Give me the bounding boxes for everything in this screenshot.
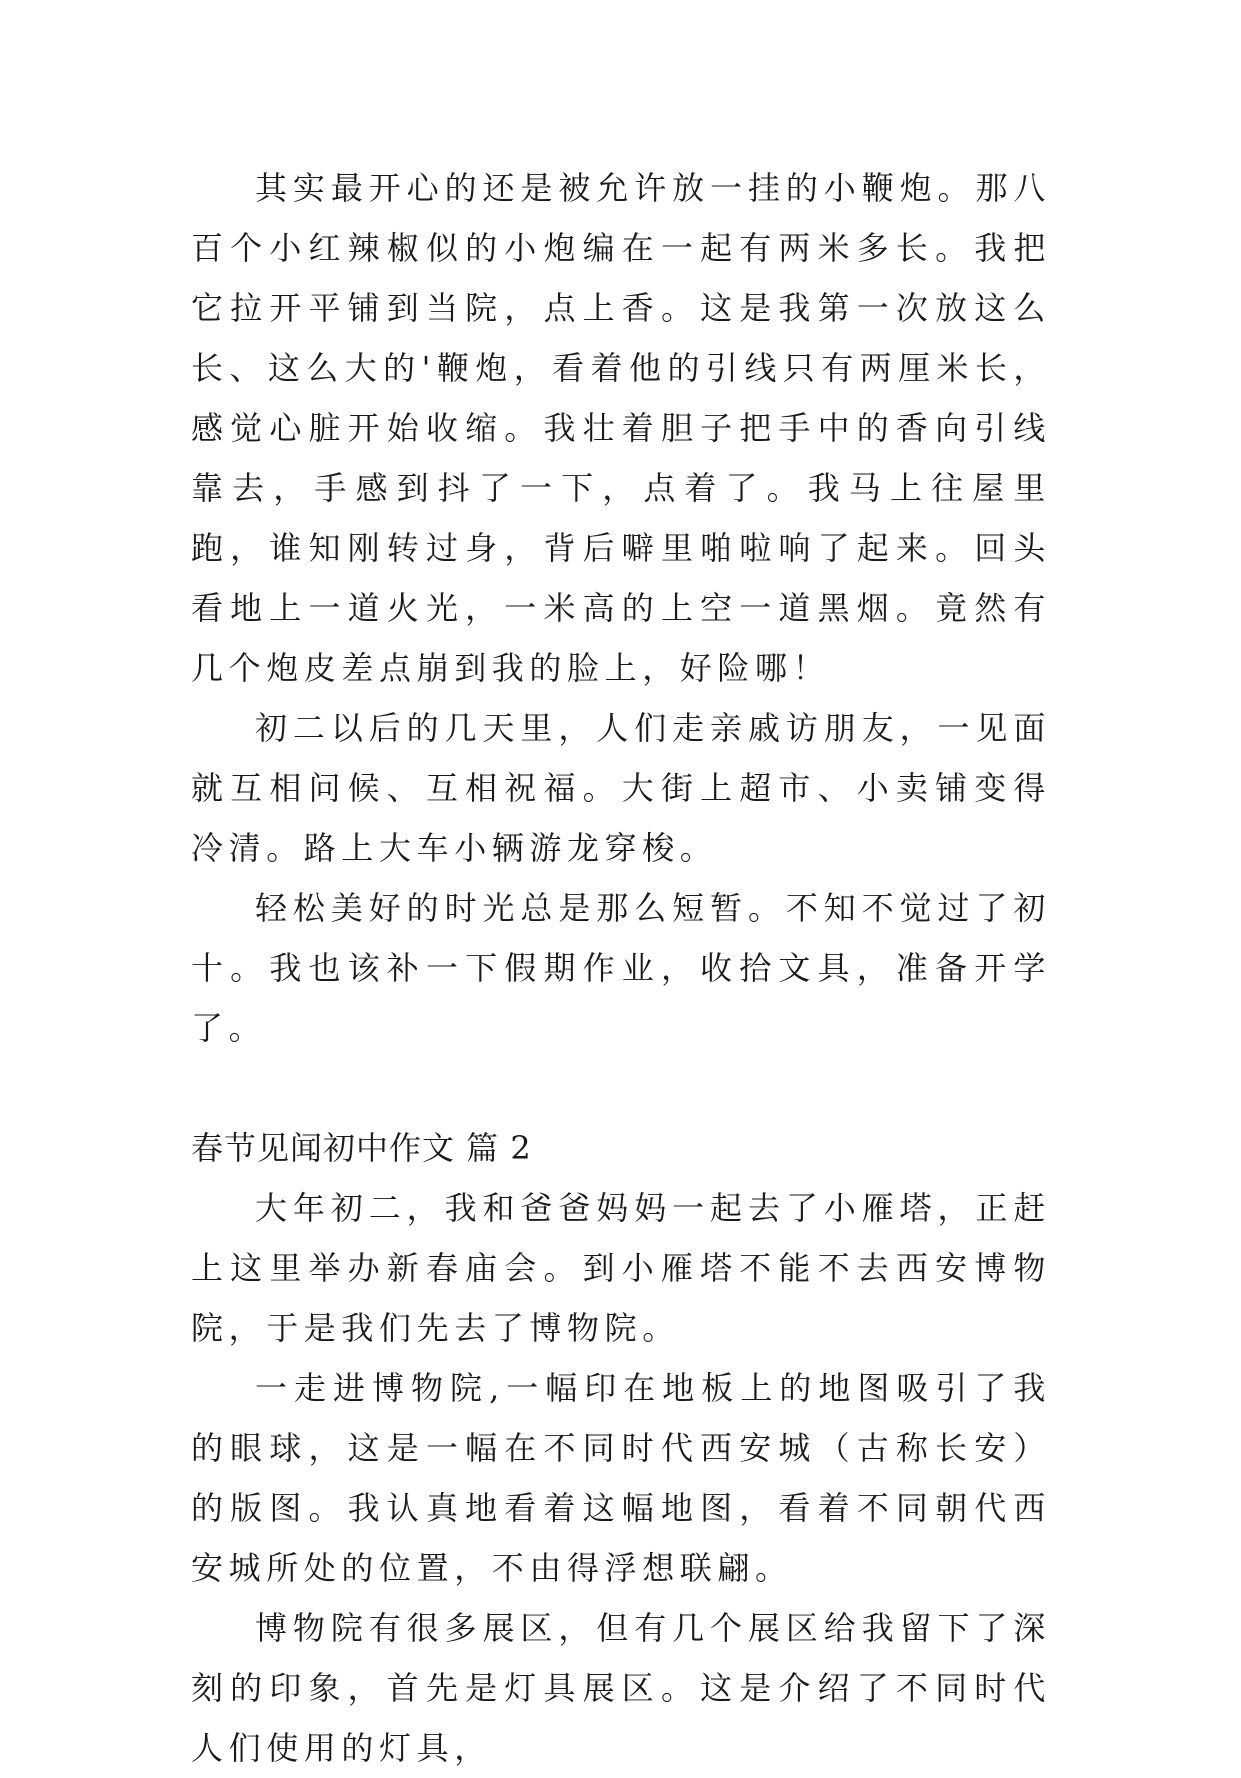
paragraph: 一走进博物院,一幅印在地板上的地图吸引了我的眼球，这是一幅在不同时代西安城（古称长安）的版图。我认真地看着这幅地图，看着不同朝代西安城所处的位置，不由得浮想联翩。 xyxy=(191,1369,1051,1587)
paragraph: 初二以后的几天里，人们走亲戚访朋友，一见面就互相问候、互相祝福。大街上超市、小卖铺变得冷清。路上大车小辆游龙穿梭。 xyxy=(191,709,1051,867)
document-body xyxy=(191,158,1051,1778)
paragraph: 博物院有很多展区，但有几个展区给我留下了深刻的印象，首先是灯具展区。这是介绍了不同时代人们使用的灯具， xyxy=(191,1609,1051,1767)
paragraph: 其实最开心的还是被允许放一挂的小鞭炮。那八百个小红辣椒似的小炮编在一起有两米多长。我把它拉开平铺到当院，点上香。这是我第一次放这么长、这么大的'鞭炮，看着他的引线只有两厘米长，感觉心脏开始收缩。我壮着胆子把手中的香向引线靠去，手感到抖了一下，点着了。我马上往屋里跑，谁知刚转过身，背后噼里啪啦响了起来。回头看地上一道火光，一米高的上空一道黑烟。竟然有几个炮皮差点崩到我的脸上，好险哪！ xyxy=(191,169,1051,687)
paragraph: 轻松美好的时光总是那么短暂。不知不觉过了初十。我也该补一下假期作业，收拾文具，准备开学了。 xyxy=(191,889,1051,1047)
section-heading: 春节见闻初中作文 篇 2 xyxy=(191,1129,532,1167)
paragraph: 大年初二，我和爸爸妈妈一起去了小雁塔，正赶上这里举办新春庙会。到小雁塔不能不去西安博物院，于是我们先去了博物院。 xyxy=(191,1189,1051,1347)
